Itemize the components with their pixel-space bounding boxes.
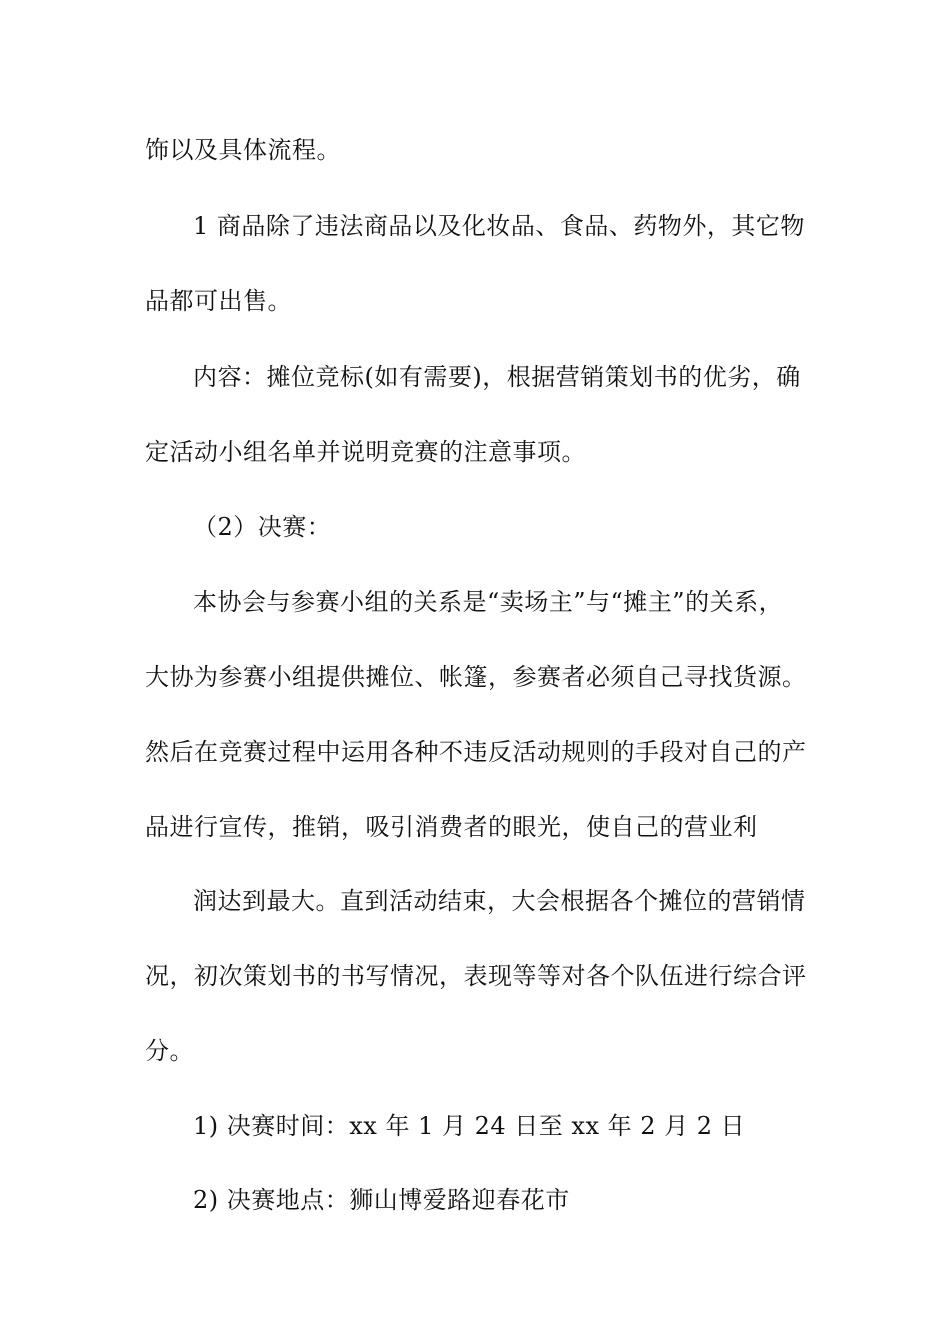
paragraph-line-13: 分。 (145, 1037, 194, 1065)
paragraph-line-5: 定活动小组名单并说明竞赛的注意事项。 (145, 438, 586, 466)
paragraph-line-1: 饰以及具体流程。 (145, 136, 341, 164)
section-heading-final: （2）决赛： (193, 513, 332, 541)
paragraph-line-12: 况，初次策划书的书写情况，表现等等对各个队伍进行综合评 (145, 962, 807, 990)
paragraph-line-10: 品进行宣传，推销，吸引消费者的眼光，使自己的营业利 (145, 813, 758, 841)
paragraph-line-11: 润达到最大。直到活动结束，大会根据各个摊位的营销情 (193, 887, 806, 915)
final-time-item: 1) 决赛时间：xx 年 1 月 24 日至 xx 年 2 月 2 日 (193, 1112, 746, 1140)
paragraph-line-2: 1 商品除了违法商品以及化妆品、食品、药物外，其它物 (193, 212, 805, 240)
final-location-item: 2) 决赛地点：狮山博爱路迎春花市 (193, 1186, 570, 1214)
paragraph-line-7: 本协会与参赛小组的关系是“卖场主”与“摊主”的关系， (193, 588, 784, 616)
paragraph-line-3: 品都可出售。 (145, 287, 292, 315)
paragraph-line-8: 大协为参赛小组提供摊位、帐篷，参赛者必须自己寻找货源。 (145, 663, 807, 691)
paragraph-line-9: 然后在竞赛过程中运用各种不违反活动规则的手段对自己的产 (145, 738, 807, 766)
paragraph-line-4: 内容：摊位竞标(如有需要)，根据营销策划书的优劣，确 (193, 363, 801, 391)
